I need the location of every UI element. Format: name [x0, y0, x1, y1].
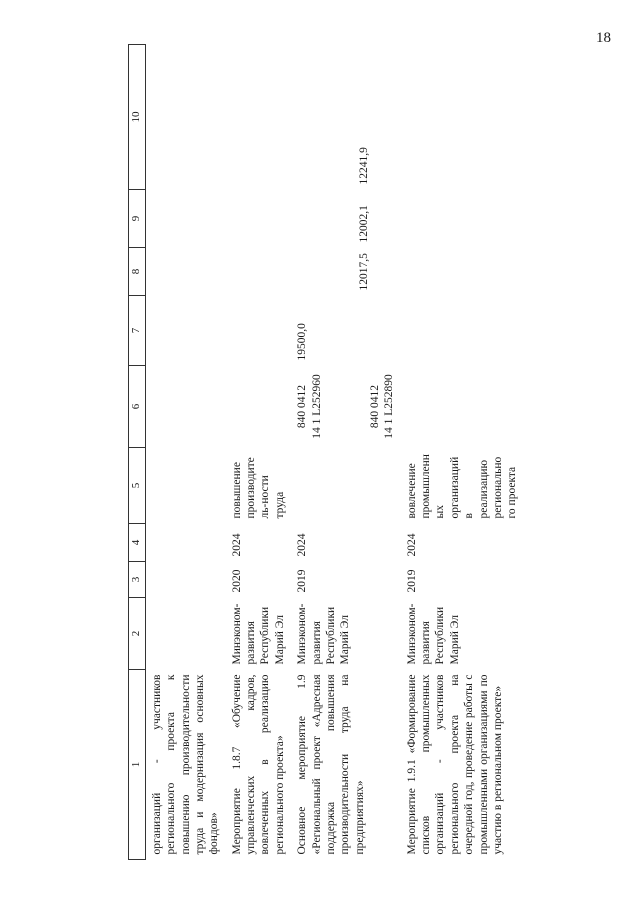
value-10: 12241,9 — [358, 147, 371, 185]
table-row — [291, 45, 401, 860]
header-col-9: 9 — [129, 190, 146, 248]
cell-budget-code — [291, 366, 401, 448]
table-row — [401, 45, 524, 860]
cell-start-year — [145, 562, 225, 598]
header-col-5: 5 — [129, 448, 146, 524]
rotated-table-container — [128, 45, 628, 860]
header-col-10: 10 — [129, 45, 146, 190]
cell-budget-code — [145, 366, 225, 448]
cell-result — [291, 448, 401, 524]
cell-value-9 — [226, 190, 292, 248]
cell-end-year: 2024 — [230, 533, 243, 557]
cell-value-9 — [145, 190, 225, 248]
cell-start-year: 2020 — [230, 569, 243, 593]
cell-value-10 — [145, 45, 225, 190]
header-col-6: 6 — [129, 366, 146, 448]
cell-activity: Мероприятие 1.9.1 «Формирование списков промышленных организаций - участников регионального проекта на очередной год, проведение работы с промышленными организациями по участию в региональном проекте» — [405, 674, 504, 855]
cell-value-7 — [401, 296, 524, 366]
cell-activity: Мероприятие 1.8.7 «Обучение управленческих кадров, вовлеченных в реализацию регионального проекта» — [230, 674, 286, 855]
cell-value-8 — [145, 248, 225, 296]
cell-start-year: 2019 — [296, 569, 309, 593]
spacer — [295, 50, 357, 185]
cell-value-7 — [226, 296, 292, 366]
cell-result: вовлечение промышленных организаций в реализацию регионального проекта — [405, 454, 519, 519]
program-table — [128, 44, 524, 860]
cell-value-7 — [291, 296, 401, 366]
cell-activity: Основное мероприятие 1.9 «Региональный проект «Адресная поддержка повышения производительности труда на предприятиях» — [296, 674, 366, 855]
header-col-3: 3 — [129, 562, 146, 598]
spacer — [324, 371, 368, 443]
spacer — [295, 195, 357, 243]
cell-result — [145, 448, 225, 524]
cell-value-8 — [291, 248, 401, 296]
table-row — [226, 45, 292, 860]
cell-activity: организаций - участников регионального проекта к повышению производительности труда и модернизация основных фондов» — [150, 674, 221, 855]
value-7: 19500,0 — [296, 323, 309, 361]
cell-value-8 — [226, 248, 292, 296]
cell-value-7 — [145, 296, 225, 366]
cell-value-8 — [401, 248, 524, 296]
cell-executor — [145, 598, 225, 670]
cell-executor: Минэконом-развития Республики Марий Эл — [296, 603, 352, 665]
cell-budget-code — [401, 366, 524, 448]
cell-executor: Минэконом-развития Республики Марий Эл — [405, 603, 461, 665]
cell-end-year: 2024 — [296, 533, 309, 557]
header-col-2: 2 — [129, 598, 146, 670]
cell-value-9 — [401, 190, 524, 248]
cell-result: повышение производитель-ности труда — [230, 457, 286, 519]
budget-code-line: 840 0412 — [296, 384, 309, 429]
cell-budget-code — [226, 366, 292, 448]
budget-code-line: 14 1 L252960 — [310, 374, 323, 439]
budget-code-line: 14 1 L252890 — [383, 374, 396, 439]
header-col-1: 1 — [129, 670, 146, 860]
header-col-8: 8 — [129, 248, 146, 296]
page-number: 18 — [596, 30, 611, 46]
budget-code-line: 840 0412 — [368, 384, 381, 429]
table-header — [129, 45, 146, 860]
table-row — [145, 45, 225, 860]
cell-value-10 — [291, 45, 401, 190]
cell-value-9 — [291, 190, 401, 248]
value-9: 12002,1 — [358, 205, 371, 243]
header-col-7: 7 — [129, 296, 146, 366]
header-col-4: 4 — [129, 524, 146, 562]
cell-executor: Минэконом-развития Республики Марий Эл — [230, 603, 286, 665]
spacer — [295, 253, 357, 291]
cell-start-year: 2019 — [405, 569, 418, 593]
value-8: 12017,5 — [358, 253, 371, 291]
cell-value-10 — [401, 45, 524, 190]
cell-end-year: 2024 — [405, 533, 418, 557]
cell-end-year — [145, 524, 225, 562]
cell-value-10 — [226, 45, 292, 190]
